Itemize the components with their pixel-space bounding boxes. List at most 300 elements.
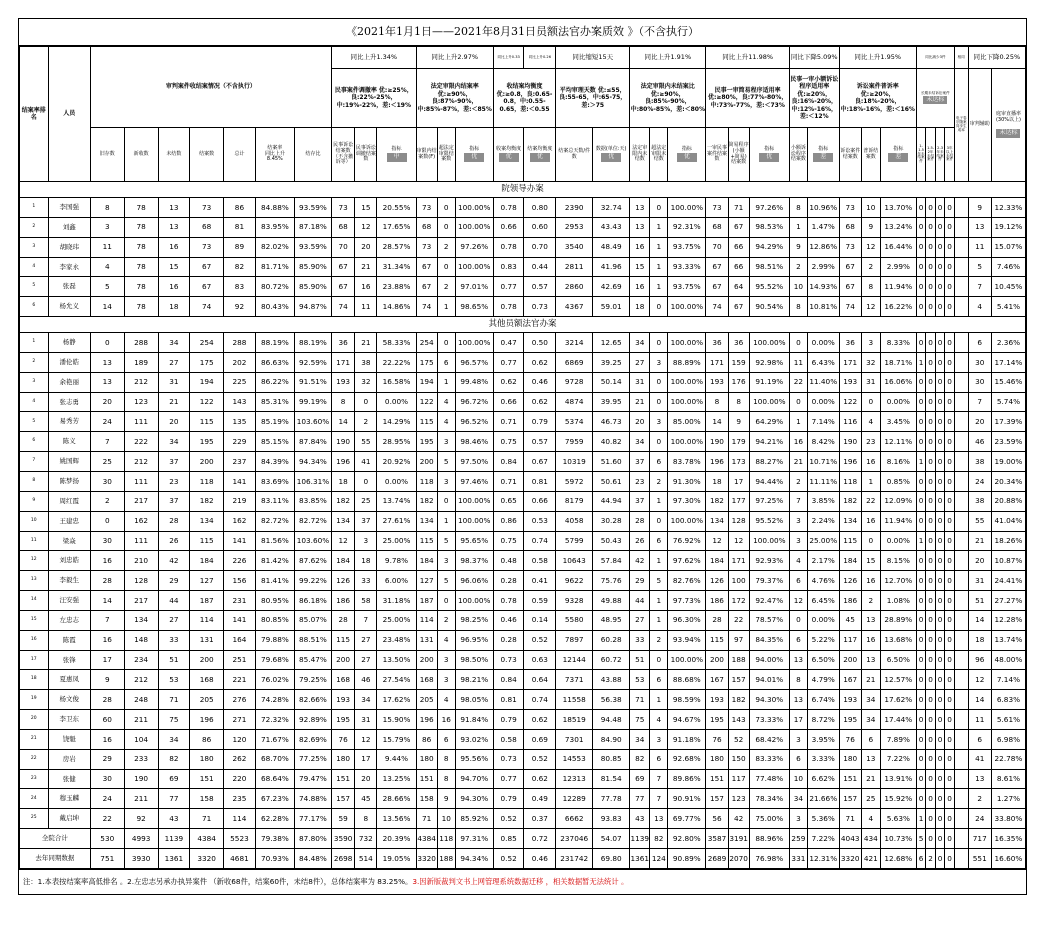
std-shenxian: 法定审限内结案率 优:≥90%，良:87%-90%，中:85%-87%，差:＜85% xyxy=(416,69,493,128)
table-cell: 271 xyxy=(224,710,256,730)
table-cell: 2 xyxy=(437,237,455,257)
table-cell: 27.54% xyxy=(377,670,416,690)
table-cell: 37 xyxy=(630,452,650,472)
table-cell: 77 xyxy=(630,789,650,809)
table-cell: 8 xyxy=(706,392,728,412)
table-cell: 86.22% xyxy=(255,372,294,392)
table-cell: 11 xyxy=(789,352,807,372)
table-cell: 2070 xyxy=(728,849,749,869)
table-cell: 3 xyxy=(650,352,668,372)
table-cell: 100.00% xyxy=(749,392,789,412)
tag-tiaoche: 中 xyxy=(387,153,407,162)
table-cell: 76.02% xyxy=(255,670,294,690)
table-cell: 8 xyxy=(861,277,880,297)
table-cell: 0 xyxy=(926,297,936,317)
table-cell: 36 xyxy=(839,333,861,353)
table-cell: 13 xyxy=(789,690,807,710)
table-cell: 85.07% xyxy=(294,610,331,630)
table-cell: 189 xyxy=(124,352,158,372)
table-cell: 184 xyxy=(839,551,861,571)
table-cell: 27 xyxy=(630,610,650,630)
table-cell: 79.68% xyxy=(255,650,294,670)
sub-20-label: 指标 xyxy=(893,146,904,153)
table-cell: 194 xyxy=(190,372,224,392)
table-cell: 13 xyxy=(158,217,190,237)
sub-12-label: 指标 xyxy=(681,146,692,153)
table-cell: 1 xyxy=(650,237,668,257)
rank-cell: 15 xyxy=(20,610,49,630)
table-cell: 157 xyxy=(331,789,354,809)
rank-cell: 7 xyxy=(20,452,49,472)
table-row xyxy=(20,829,1026,849)
table-cell: 67 xyxy=(190,257,224,277)
table-cell: 259 xyxy=(789,829,807,849)
table-cell: 92.47% xyxy=(749,591,789,611)
table-cell: 27 xyxy=(630,352,650,372)
table-cell: 180 xyxy=(190,749,224,769)
table-cell: 7.89% xyxy=(880,729,916,749)
table-cell: 41 xyxy=(968,749,991,769)
table-cell: 16 xyxy=(630,237,650,257)
tag-jianyi: 优 xyxy=(759,153,779,162)
table-cell: 188 xyxy=(728,650,749,670)
table-cell: 18 xyxy=(158,297,190,317)
table-cell: 12 xyxy=(861,297,880,317)
sub-16: 小额诉讼程序结案数 xyxy=(789,128,807,182)
table-cell: 91.51% xyxy=(294,372,331,392)
table-cell: 0 xyxy=(935,610,945,630)
table-cell: 13 xyxy=(650,809,668,829)
yoy-3: 同比上升0.26 xyxy=(524,47,556,69)
table-cell: 0 xyxy=(926,198,936,218)
table-cell: 2 xyxy=(861,591,880,611)
table-cell: 164 xyxy=(224,630,256,650)
table-cell: 8.61% xyxy=(991,769,1025,789)
table-cell: 7371 xyxy=(556,670,593,690)
sub-live xyxy=(991,69,1025,182)
table-cell: 0 xyxy=(926,551,936,571)
table-cell: 235 xyxy=(224,789,256,809)
table-cell: 0 xyxy=(926,769,936,789)
table-cell: 0 xyxy=(935,491,945,511)
table-cell: 0 xyxy=(926,789,936,809)
table-cell: 6 xyxy=(861,729,880,749)
table-cell: 0.62 xyxy=(524,352,556,372)
table-cell: 0 xyxy=(935,749,945,769)
table-cell: 96.30% xyxy=(668,610,706,630)
person-name: 杨文俊 xyxy=(48,690,90,710)
table-cell: 0.53 xyxy=(524,511,556,531)
table-cell: 193 xyxy=(331,690,354,710)
table-cell: 36 xyxy=(706,333,728,353)
table-cell: 0 xyxy=(935,650,945,670)
table-cell: 0 xyxy=(945,610,955,630)
table-cell: 94.00% xyxy=(749,650,789,670)
table-cell: 0 xyxy=(916,551,926,571)
table-cell: 111 xyxy=(124,471,158,491)
table-cell xyxy=(954,297,968,317)
yoy-4: 同比缩短15天 xyxy=(556,47,630,69)
person-name: 陈梦扬 xyxy=(48,471,90,491)
table-cell: 182 xyxy=(416,491,437,511)
table-cell: 16 xyxy=(90,729,124,749)
table-cell: 7 xyxy=(789,491,807,511)
table-cell: 1 xyxy=(789,217,807,237)
table-cell xyxy=(954,769,968,789)
table-cell: 12 xyxy=(861,237,880,257)
person-name: 左忠志 xyxy=(48,610,90,630)
person-header: 人员 xyxy=(48,47,90,182)
table-cell: 15.46% xyxy=(991,372,1025,392)
table-cell: 0 xyxy=(945,769,955,789)
rank-cell: 3 xyxy=(20,372,49,392)
table-cell: 20 xyxy=(968,551,991,571)
table-cell: 16 xyxy=(861,571,880,591)
table-cell: 91.30% xyxy=(668,471,706,491)
table-cell: 93.94% xyxy=(668,630,706,650)
table-cell: 18519 xyxy=(556,710,593,730)
table-cell: 37 xyxy=(158,491,190,511)
table-cell: 23 xyxy=(158,471,190,491)
sub-9 xyxy=(593,128,630,182)
table-cell: 11.94% xyxy=(880,511,916,531)
table-cell: 2 xyxy=(926,849,936,869)
table-cell: 5 xyxy=(916,829,926,849)
table-cell: 196 xyxy=(331,452,354,472)
table-cell: 18.26% xyxy=(991,531,1025,551)
table-cell: 0 xyxy=(945,237,955,257)
table-cell: 0 xyxy=(935,551,945,571)
table-cell: 179 xyxy=(728,432,749,452)
table-cell: 0.14 xyxy=(524,610,556,630)
table-cell: 0 xyxy=(935,277,945,297)
rank-cell: 6 xyxy=(20,297,49,317)
table-cell: 84.48% xyxy=(294,849,331,869)
table-cell: 82.72% xyxy=(294,511,331,531)
table-cell: 103.60% xyxy=(294,412,331,432)
table-cell: 3320 xyxy=(839,849,861,869)
table-row xyxy=(20,277,1026,297)
table-cell: 104 xyxy=(124,729,158,749)
table-cell: 30 xyxy=(90,769,124,789)
table-cell: 0 xyxy=(926,610,936,630)
table-cell: 97.26% xyxy=(749,198,789,218)
table-cell: 171 xyxy=(728,551,749,571)
table-cell: 0.00% xyxy=(880,531,916,551)
table-cell: 0 xyxy=(935,591,945,611)
yoy-8: 同比上升1.95% xyxy=(839,47,916,69)
table-cell: 182 xyxy=(190,491,224,511)
table-cell: 0 xyxy=(650,333,668,353)
table-cell: 88.89% xyxy=(668,352,706,372)
table-cell: 14 xyxy=(968,690,991,710)
table-cell: 187 xyxy=(416,591,437,611)
table-cell: 115 xyxy=(416,412,437,432)
rank-cell: 10 xyxy=(20,511,49,531)
person-name: 陈义 xyxy=(48,432,90,452)
table-cell: 156 xyxy=(224,571,256,591)
table-cell: 5972 xyxy=(556,471,593,491)
table-cell: 27 xyxy=(158,352,190,372)
table-cell: 200 xyxy=(416,452,437,472)
table-cell: 10.73% xyxy=(880,829,916,849)
table-cell: 6 xyxy=(789,749,807,769)
table-cell: 0 xyxy=(926,650,936,670)
rank-cell: 8 xyxy=(20,471,49,491)
table-cell: 100.00% xyxy=(455,217,493,237)
table-cell: 11 xyxy=(90,237,124,257)
table-cell: 28 xyxy=(90,571,124,591)
table-cell: 67 xyxy=(728,217,749,237)
table-cell: 41.96 xyxy=(593,257,630,277)
table-cell: 20.55% xyxy=(377,198,416,218)
table-cell: 38 xyxy=(968,491,991,511)
table-cell: 17 xyxy=(728,471,749,491)
table-cell: 0.62 xyxy=(524,769,556,789)
table-cell: 12.68% xyxy=(880,849,916,869)
rank-cell: 14 xyxy=(20,591,49,611)
yoy-5: 同比上升1.91% xyxy=(630,47,706,69)
table-cell: 262 xyxy=(224,749,256,769)
table-cell: 71 xyxy=(728,198,749,218)
table-cell: 89 xyxy=(224,237,256,257)
table-cell: 17 xyxy=(90,650,124,670)
table-cell: 0.37 xyxy=(524,809,556,829)
table-cell: 0 xyxy=(926,412,936,432)
table-cell: 157 xyxy=(706,789,728,809)
table-cell: 60.28 xyxy=(593,630,630,650)
table-cell: 37 xyxy=(355,511,377,531)
std-tiaoche: 民事案件调撤率 优:≥25%，良:22%-25%，中:19%-22%，差:＜19% xyxy=(331,69,416,128)
table-cell: 1 xyxy=(650,491,668,511)
table-cell: 83.78% xyxy=(668,452,706,472)
table-cell: 186 xyxy=(839,591,861,611)
table-cell: 0 xyxy=(650,392,668,412)
table-cell: 0.74 xyxy=(524,690,556,710)
table-cell: 93.02% xyxy=(455,729,493,749)
table-cell: 226 xyxy=(224,551,256,571)
col-xinshou: 新收数 xyxy=(124,128,158,182)
table-cell: 162 xyxy=(224,511,256,531)
table-cell: 92.93% xyxy=(749,551,789,571)
table-cell: 118 xyxy=(839,471,861,491)
table-cell: 19.12% xyxy=(991,217,1025,237)
table-cell: 46 xyxy=(355,670,377,690)
table-cell: 8 xyxy=(728,392,749,412)
table-cell: 96.95% xyxy=(455,630,493,650)
table-cell: 98.59% xyxy=(668,690,706,710)
table-cell: 31.34% xyxy=(377,257,416,277)
table-cell: 14 xyxy=(331,412,354,432)
person-name: 姚国辉 xyxy=(48,452,90,472)
table-cell: 80.85% xyxy=(255,610,294,630)
sub-fuzhu: 审判辅助 xyxy=(968,69,991,182)
table-cell: 10319 xyxy=(556,452,593,472)
table-cell: 20 xyxy=(355,237,377,257)
table-cell: 3.95% xyxy=(807,729,839,749)
table-cell: 28 xyxy=(158,511,190,531)
table-cell: 96.06% xyxy=(455,571,493,591)
table-cell: 96.72% xyxy=(455,392,493,412)
table-cell: 0 xyxy=(926,729,936,749)
table-row xyxy=(20,452,1026,472)
table-cell: 54.07 xyxy=(593,829,630,849)
jieanlv-label: 结案率 xyxy=(267,144,283,151)
tag-tianshu: 优 xyxy=(601,153,621,162)
table-cell: 88.51% xyxy=(294,630,331,650)
table-cell: 16 xyxy=(789,432,807,452)
table-cell: 73 xyxy=(839,198,861,218)
table-cell: 248 xyxy=(124,690,158,710)
table-cell: 167 xyxy=(706,670,728,690)
table-cell: 0 xyxy=(926,511,936,531)
table-cell: 91.84% xyxy=(455,710,493,730)
rank-cell: 16 xyxy=(20,630,49,650)
sub-5 xyxy=(455,128,493,182)
table-cell: 151 xyxy=(706,769,728,789)
table-cell: 85.15% xyxy=(255,432,294,452)
table-cell xyxy=(954,372,968,392)
table-cell: 4993 xyxy=(124,829,158,849)
table-cell: 34 xyxy=(789,789,807,809)
table-cell: 34 xyxy=(861,690,880,710)
table-cell: 28 xyxy=(706,610,728,630)
table-cell: 6.83% xyxy=(991,690,1025,710)
table-cell: 50.14 xyxy=(593,372,630,392)
table-cell: 13.50% xyxy=(377,650,416,670)
rank-cell: 22 xyxy=(20,749,49,769)
table-cell: 6662 xyxy=(556,809,593,829)
table-cell: 212 xyxy=(124,452,158,472)
table-cell: 97.50% xyxy=(455,452,493,472)
table-cell: 12 xyxy=(355,217,377,237)
table-cell: 78 xyxy=(124,277,158,297)
table-cell: 0 xyxy=(916,769,926,789)
table-cell: 0.81 xyxy=(493,690,524,710)
table-cell: 0.78 xyxy=(493,591,524,611)
table-cell: 0.00% xyxy=(807,333,839,353)
table-cell: 0 xyxy=(945,789,955,809)
table-cell: 234 xyxy=(124,650,158,670)
table-cell: 116 xyxy=(839,412,861,432)
table-cell: 13 xyxy=(861,650,880,670)
table-cell: 182 xyxy=(839,491,861,511)
table-cell: 12.86% xyxy=(807,237,839,257)
table-cell: 67 xyxy=(728,297,749,317)
table-cell: 2 xyxy=(789,471,807,491)
table-cell: 5 xyxy=(437,571,455,591)
table-cell: 115 xyxy=(416,531,437,551)
table-cell: 23.48% xyxy=(377,630,416,650)
table-cell: 20 xyxy=(355,769,377,789)
table-cell: 42.69 xyxy=(593,277,630,297)
table-cell: 100.00% xyxy=(668,198,706,218)
table-cell: 100 xyxy=(728,571,749,591)
sub-13: 一审民事案件结案数 xyxy=(706,128,728,182)
tag-pusu: 差 xyxy=(888,153,908,162)
table-cell: 3.45% xyxy=(880,412,916,432)
table-cell: 92.89% xyxy=(294,710,331,730)
table-cell: 118 xyxy=(437,829,455,849)
table-cell: 34 xyxy=(158,729,190,749)
table-cell: 6.74% xyxy=(807,690,839,710)
table-cell: 37 xyxy=(158,452,190,472)
table-cell: 20 xyxy=(158,412,190,432)
table-cell: 30 xyxy=(90,471,124,491)
table-cell: 94.67% xyxy=(668,710,706,730)
rank-cell: 2 xyxy=(20,352,49,372)
table-cell: 75.76 xyxy=(593,571,630,591)
table-cell: 15.90% xyxy=(377,710,416,730)
table-cell: 210 xyxy=(124,551,158,571)
col-total: 总计 xyxy=(224,128,256,182)
table-cell: 5 xyxy=(650,571,668,591)
table-cell: 0 xyxy=(916,491,926,511)
table-cell: 4 xyxy=(437,392,455,412)
table-cell: 0 xyxy=(945,630,955,650)
table-cell: 2 xyxy=(861,257,880,277)
table-cell: 187 xyxy=(190,591,224,611)
table-cell: 30 xyxy=(968,352,991,372)
person-name: 房岩 xyxy=(48,749,90,769)
table-row xyxy=(20,471,1026,491)
table-cell: 134 xyxy=(331,511,354,531)
table-cell xyxy=(954,809,968,829)
table-cell: 4 xyxy=(968,297,991,317)
person-name: 李国强 xyxy=(48,198,90,218)
table-cell: 25.00% xyxy=(377,610,416,630)
table-cell: 23.59% xyxy=(991,432,1025,452)
table-cell: 0.46 xyxy=(524,372,556,392)
table-cell: 73 xyxy=(331,198,354,218)
table-cell: 32 xyxy=(861,352,880,372)
table-cell: 93.33% xyxy=(668,257,706,277)
table-cell: 77.25% xyxy=(294,749,331,769)
rank-cell: 19 xyxy=(20,690,49,710)
table-cell: 68 xyxy=(706,217,728,237)
rank-header: 结案率排名 xyxy=(20,47,49,182)
table-cell: 70 xyxy=(331,237,354,257)
table-cell: 6 xyxy=(916,849,926,869)
table-cell: 85.00% xyxy=(668,412,706,432)
table-cell: 0 xyxy=(926,591,936,611)
table-cell: 80.95% xyxy=(255,591,294,611)
table-cell: 115 xyxy=(706,630,728,650)
col-jiucun: 旧存数 xyxy=(90,128,124,182)
table-cell: 0 xyxy=(945,571,955,591)
table-cell: 25.00% xyxy=(807,531,839,551)
long-pending-tag: 未达标 xyxy=(923,96,947,105)
sub-5-label: 指标 xyxy=(469,146,480,153)
table-cell: 11.11% xyxy=(807,471,839,491)
table-cell: 8 xyxy=(789,297,807,317)
table-cell: 0 xyxy=(861,392,880,412)
table-cell: 69 xyxy=(158,769,190,789)
table-cell: 95.65% xyxy=(455,531,493,551)
table-cell: 0.77 xyxy=(493,277,524,297)
table-cell xyxy=(954,471,968,491)
table-cell: 4.76% xyxy=(807,571,839,591)
table-cell: 0.69 xyxy=(524,729,556,749)
table-cell: 131 xyxy=(416,630,437,650)
table-cell: 27.27% xyxy=(991,591,1025,611)
table-cell: 28 xyxy=(630,511,650,531)
table-cell: 0 xyxy=(916,471,926,491)
table-cell: 41.04% xyxy=(991,511,1025,531)
person-name: 刘鑫 xyxy=(48,217,90,237)
table-cell: 0 xyxy=(926,352,936,372)
table-cell: 9 xyxy=(789,237,807,257)
